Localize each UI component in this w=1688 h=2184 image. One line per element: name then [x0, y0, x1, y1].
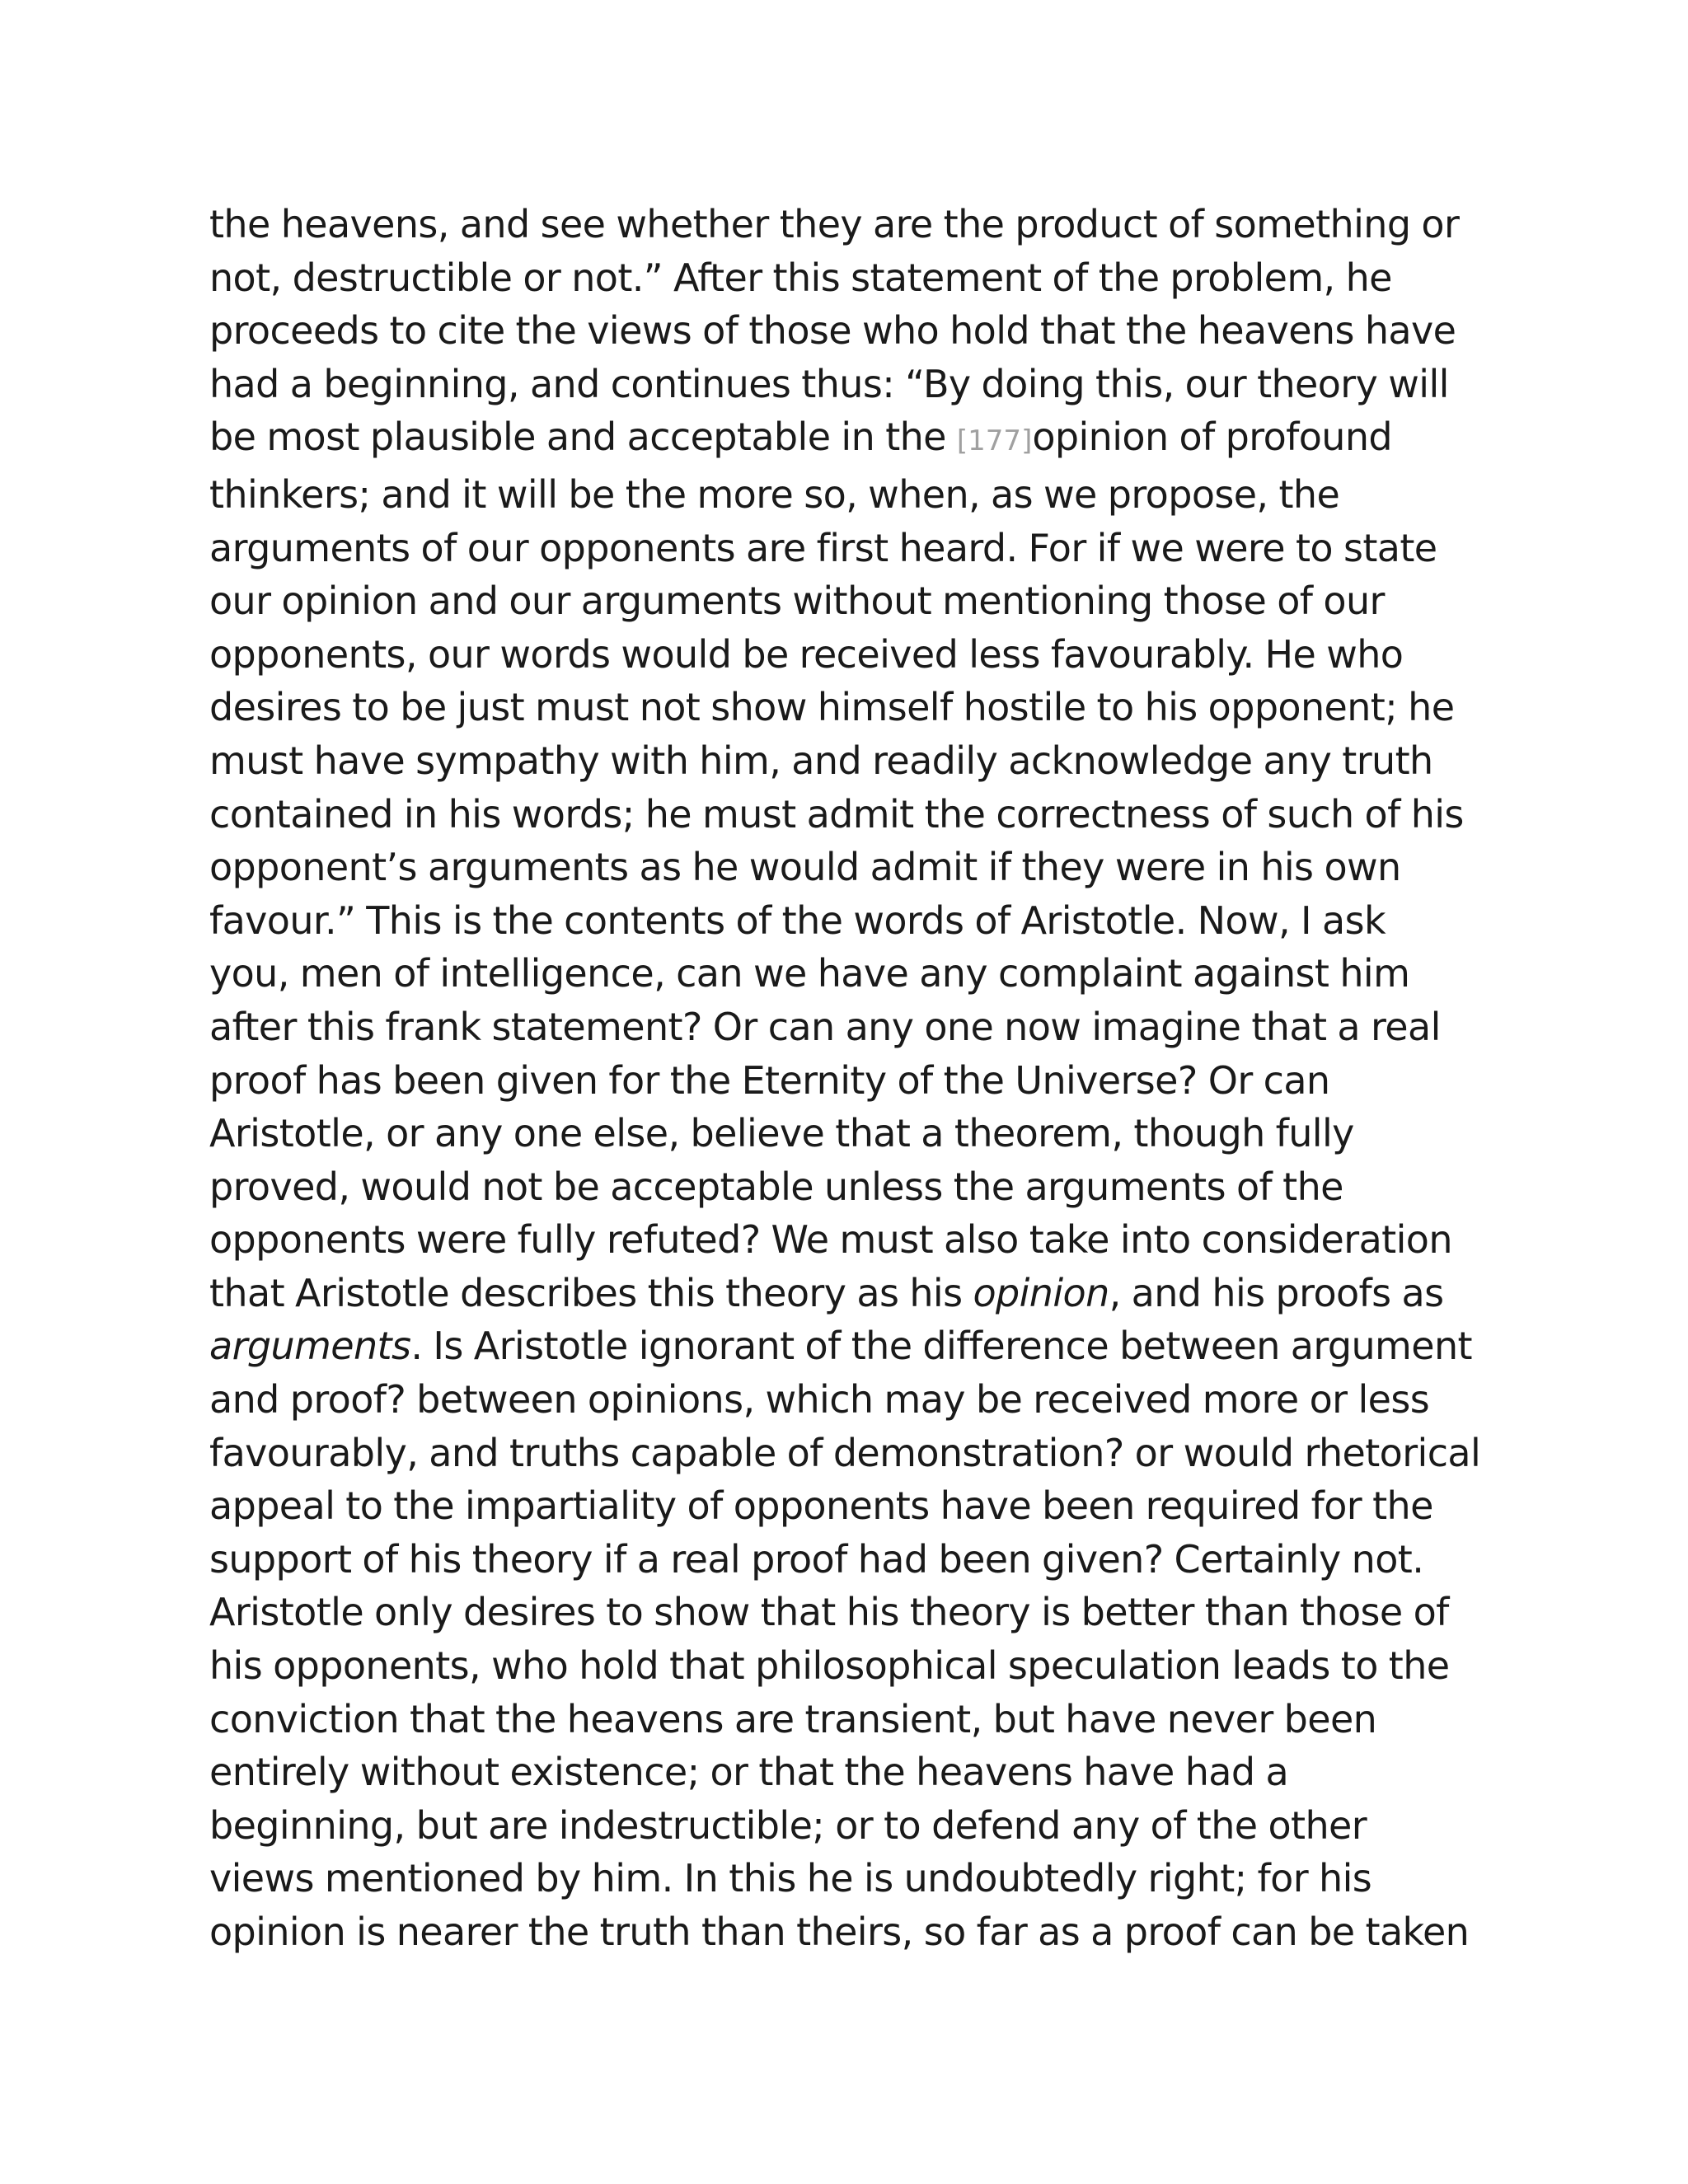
text-line-14: favour.” This is the contents of the words of Aristotle. Now, I ask	[209, 898, 1386, 943]
text-line-9: opponents, our words would be received less favourably. He who	[209, 631, 1404, 677]
text-line-22	[209, 1319, 1495, 1373]
page-number-marker: [177]	[956, 424, 1033, 458]
text-line-12: contained in his words; he must admit the correctness of such of his	[209, 791, 1464, 837]
text-line-32: views mentioned by him. In this he is undoubtedly right; for his	[209, 1856, 1372, 1901]
text-line-5	[209, 410, 1495, 468]
text-line-24: favourably, and truths capable of demonstration? or would rhetorical	[209, 1430, 1481, 1475]
text-line-5-end: opinion of profound	[1032, 415, 1392, 460]
text-line-1: the heavens, and see whether they are the product of something or	[209, 202, 1460, 246]
text-line-16: after this frank statement? Or can any one now imagine that a real	[209, 1004, 1441, 1049]
document-body	[209, 198, 1495, 1959]
text-line-17: proof has been given for the Eternity of the Universe? Or can	[209, 1057, 1330, 1103]
text-line-18: Aristotle, or any one else, believe that a theorem, though fully	[209, 1111, 1354, 1156]
text-line-19: proved, would not be acceptable unless the arguments of the	[209, 1164, 1343, 1209]
text-line-25: appeal to the impartiality of opponents have been required for the	[209, 1483, 1433, 1529]
text-line-31: beginning, but are indestructible; or to defend any of the other	[209, 1802, 1367, 1848]
text-line-26: support of his theory if a real proof had been given? Certainly not.	[209, 1536, 1424, 1582]
text-line-22-end: . Is Aristotle ignorant of the difference between argument	[410, 1324, 1472, 1369]
text-line-13: opponent’s arguments as he would admit if they were in his own	[209, 845, 1401, 890]
text-line-20: opponents were fully refuted? We must also take into consideration	[209, 1217, 1452, 1263]
text-line-2: not, destructible or not.” After this statement of the problem, he	[209, 255, 1392, 300]
text-line-15: you, men of intelligence, can we have any complaint against him	[209, 951, 1410, 996]
text-line-7: arguments of our opponents are first heard. For if we were to state	[209, 525, 1437, 570]
text-line-3: proceeds to cite the views of those who hold that the heavens have	[209, 308, 1456, 354]
text-line-27: Aristotle only desires to show that his theory is better than those of	[209, 1590, 1449, 1635]
text-line-33: opinion is nearer the truth than theirs, so far as a proof can be taken	[209, 1910, 1470, 1954]
text-line-4: had a beginning, and continues thus: “By doing this, our theory will	[209, 361, 1449, 406]
text-line-30: entirely without existence; or that the heavens have had a	[209, 1750, 1289, 1795]
text-line-11: must have sympathy with him, and readily acknowledge any truth	[209, 738, 1433, 783]
emphasis-opinion: opinion	[973, 1270, 1109, 1315]
text-line-21	[209, 1267, 1495, 1320]
text-line-10: desires to be just must not show himself hostile to his opponent; he	[209, 685, 1455, 730]
text-line-5-start: be most plausible and acceptable in the	[209, 415, 957, 460]
text-line-23: and proof? between opinions, which may be received more or less	[209, 1377, 1430, 1422]
text-line-21-end: , and his proofs as	[1109, 1270, 1444, 1315]
text-line-6: thinkers; and it will be the more so, when, as we propose, the	[209, 471, 1340, 517]
text-line-8: our opinion and our arguments without mentioning those of our	[209, 579, 1385, 624]
emphasis-arguments: arguments	[209, 1324, 411, 1369]
text-line-29: conviction that the heavens are transient, but have never been	[209, 1696, 1377, 1741]
text-line-21-start: that Aristotle describes this theory as his	[209, 1270, 973, 1315]
text-line-28: his opponents, who hold that philosophical speculation leads to the	[209, 1643, 1450, 1689]
